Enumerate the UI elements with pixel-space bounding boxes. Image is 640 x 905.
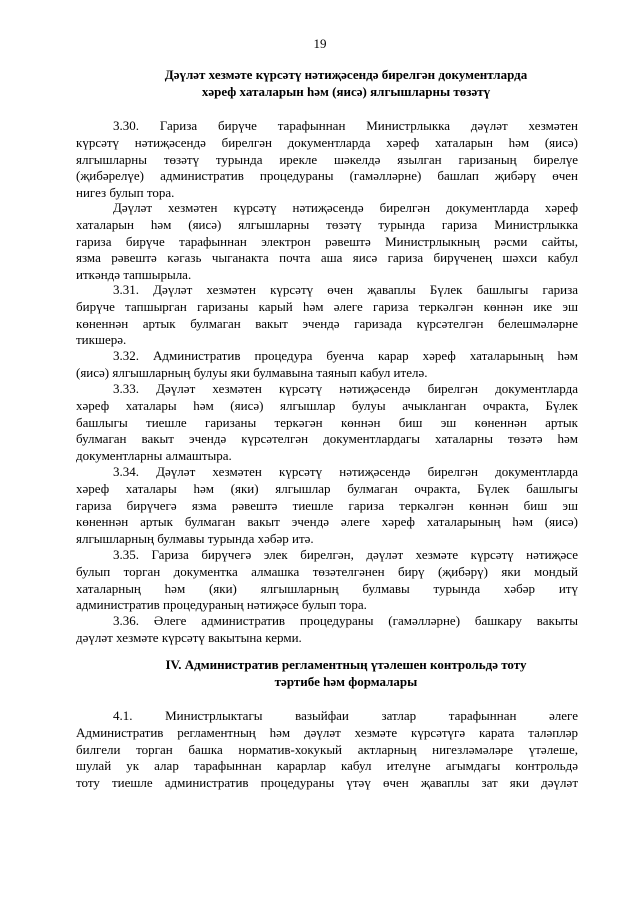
paragraph [76,464,578,548]
paragraph-line: хаталарның һәм (яки) ялгышларның булмавы турында хәбәр итү [76,580,578,596]
paragraph-line: (яисә) ялгышларның булуы яки булмавына таянып кабул ителә. [76,364,428,380]
page-number: 19 [313,36,327,51]
paragraph-line: дәүләт хезмәте күрсәтү вакытына керми. [76,629,302,645]
paragraph [76,381,578,465]
section-heading [96,66,596,100]
paragraph-line: 4.1. Министрлыктагы вазыйфаи затлар тарафыннан әлеге [113,708,578,723]
paragraph-line: хәреф хаталары һәм (яки) ялгышлар булмаган очракта, Бүлек башлыгы [76,480,578,496]
section-heading-line-2: хәреф хаталарын һәм (яисә) ялгышларны төзәтү [201,84,491,99]
paragraph-line: 3.30. Гариза бирүче тарафыннан Министрлыкка дәүләт хезмәтен [113,118,578,133]
paragraph-line: Дәүләт хезмәтен күрсәтү нәтиҗәсендә бирелгән документларда хәреф [113,200,578,215]
paragraph-line: нигез булып тора. [76,185,175,201]
paragraph-line: иткәндә тапшырыла. [76,267,192,283]
paragraph-line: ялгышларның булмавы турында хәбәр итә. [76,531,314,547]
paragraph-line: көненнән артык булмаган вакыт эчендә әлеге хәреф хаталарының һәм (яисә) [76,514,578,530]
paragraph-line: ялгышларны төзәтү турында иреклe шәкелдә язылган гаризаның бирелүе [76,151,578,167]
paragraph-line: хаталарын һәм (яисә) ялгышларны төзәтү турында гариза Министрлыкка [76,216,578,232]
paragraph-line: 3.32. Административ процедура буенча карар хәреф хаталарының һәм [113,348,578,363]
paragraph-line: күрсәтү нәтиҗәсендә бирелгән документларда хәреф хаталарын һәм (яисә) [76,134,578,150]
paragraph-line: гариза бирүче тарафыннан электрон рәвештә Министрлыкның рәсми сайты, [76,233,578,249]
paragraph-line: 3.36. Әлеге административ процедураны (гамәлләрне) башкару вакыты [113,613,578,628]
section-4-heading-line-1: IV. Административ регламентның үтәлешен контрольдә тоту [165,657,527,672]
paragraph [76,348,578,382]
paragraph-line: башлыгы тиешле гаризаны теркәгән көннән биш эш көненнән артык [76,414,578,430]
paragraph-line: язма рәвештә кәгазь чыганакта почта аша яисә гариза бирүченең шәхси кабул [76,250,578,266]
paragraph-line: гариза бирүчегә язма рәвештә тиешле гариза теркәлгән көннән биш эш [76,497,578,513]
section-4-heading-line-2: тәртибе һәм формалары [274,674,418,689]
paragraph-line: билгели торган башка норматив-хокукый актларның нигезләмәләре үтәлеше, [76,741,578,757]
paragraph-line: 3.35. Гариза бирүчегә элек бирелгән, дәүләт хезмәте күрсәтү нәтиҗәсе [113,547,578,562]
paragraph-line: 3.34. Дәүләт хезмәтен күрсәтү нәтиҗәсендә бирелгән документларда [113,464,578,479]
section-4-heading [96,656,596,690]
paragraph-line: шулай ук алар тарафыннан карарлар кабул ителүне агымдагы контрольдә [76,758,578,774]
paragraph-line: документларны алмаштыра. [76,448,232,464]
paragraph-line: тоту тиешле административ процедураны үтәү өчен җаваплы зат яки дәүләт [76,775,578,791]
paragraph-line: Административ регламентның һәм дәүләт хезмәте күрсәтүгә карата таләпләр [76,724,578,740]
paragraph [76,200,578,284]
paragraph-line: булып торган документка алмашка төзәтелгәнен бирү (җибәрү) яки мондый [76,563,578,579]
paragraph-line: (җибәрелүе) административ процедураны (гамәлләрне) башлап җибәрү өчен [76,168,578,184]
paragraph [76,282,578,349]
paragraph [76,613,578,647]
paragraph-line: 3.33. Дәүләт хезмәтен күрсәтү нәтиҗәсендә бирелгән документларда [113,381,578,396]
paragraph-line: 3.31. Дәүләт хезмәтен күрсәтү өчен җаваплы Бүлек башлыгы гариза [113,282,578,297]
paragraph [76,708,578,792]
section-heading-line-1: Дәүләт хезмәте күрсәтү нәтиҗәсендә бирелгән документларда [164,67,528,82]
paragraph [76,547,578,614]
paragraph-line: хәреф хаталары һәм (яисә) ялгышлар булуы ачыкланган очракта, Бүлек [76,397,578,413]
paragraph-line: административ процедураның нәтиҗәсе булып тора. [76,597,367,613]
paragraph-line: бирүче тапшырган гаризаны карый һәм әлеге гариза теркәлгән көннән ике эш [76,298,578,314]
paragraph [76,118,578,202]
paragraph-line: булмаган вакыт эчендә күрсәтелгән документлардагы хаталарны төзәтә һәм [76,431,578,447]
paragraph-line: тикшерә. [76,332,127,348]
paragraph-line: көненнән артык булмаган вакыт эчендә гаризада күрсәтелгән белешмәләрне [76,315,578,331]
